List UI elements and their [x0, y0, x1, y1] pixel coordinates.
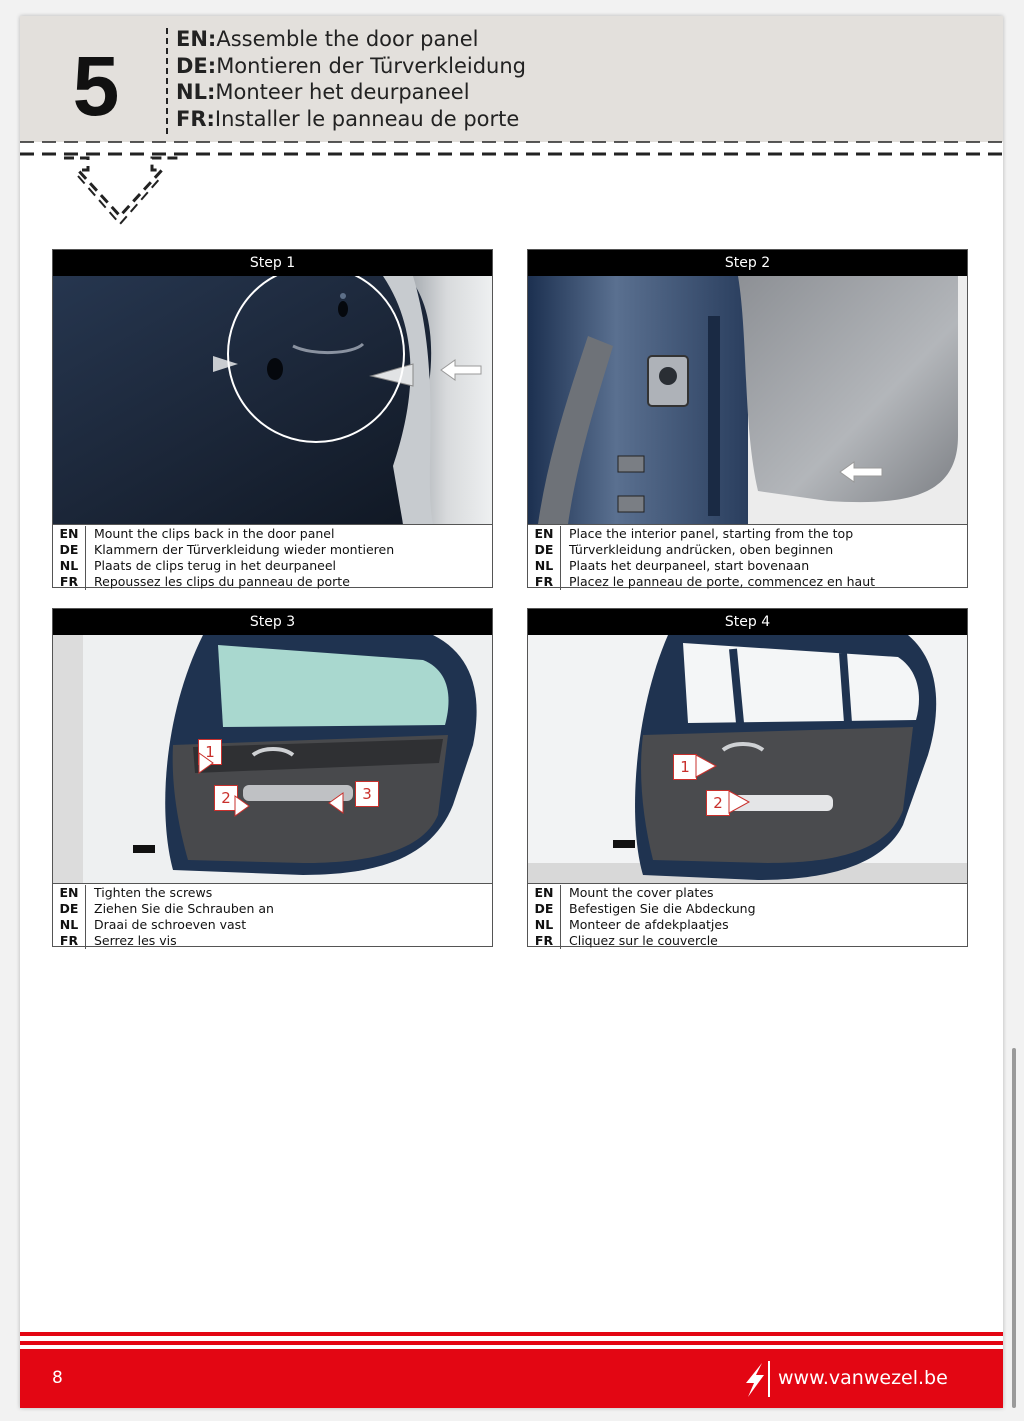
lang-code: FR [528, 933, 561, 949]
instruction-row [53, 526, 492, 542]
lang-code: DE [528, 542, 561, 558]
lang-code: NL [53, 558, 86, 574]
title-lang-code: DE: [176, 53, 217, 78]
instruction-text: Mount the cover plates [569, 885, 714, 900]
instruction-text: Cliquez sur le couvercle [569, 933, 718, 948]
instruction-row [53, 574, 492, 590]
website-link[interactable]: www.vanwezel.be [778, 1367, 948, 1389]
title-nl [176, 79, 526, 106]
instruction-row [53, 901, 492, 917]
title-text: Assemble the door panel [216, 27, 479, 51]
title-lang-code: NL: [176, 80, 216, 104]
instruction-text: Place the interior panel, starting from the top [569, 526, 854, 541]
instruction-row [53, 885, 492, 901]
title-lang-code: EN: [176, 27, 217, 51]
instruction-text: Repoussez les clips du panneau de porte [94, 574, 350, 589]
callout-3: 3 [355, 781, 379, 807]
instruction-text: Befestigen Sie die Abdeckung [569, 901, 756, 916]
footer-separator [768, 1361, 770, 1397]
lang-code: EN [53, 885, 86, 901]
step-2-photo [528, 276, 967, 524]
instruction-text: Placez le panneau de porte, commencez en haut [569, 574, 876, 589]
instruction-row [53, 542, 492, 558]
callout-2: 2 [706, 790, 730, 816]
instruction-row [528, 542, 967, 558]
step-label: Step 3 [53, 609, 492, 635]
lang-code: DE [53, 901, 86, 917]
instruction-row [528, 526, 967, 542]
step-label: Step 1 [53, 250, 492, 276]
step-panel-3 [52, 608, 493, 947]
title-text: Monteer het deurpaneel [215, 80, 470, 104]
instruction-row [53, 933, 492, 949]
scrollbar-thumb[interactable] [1012, 1048, 1016, 1408]
instruction-row [528, 901, 967, 917]
instruction-text: Mount the clips back in the door panel [94, 526, 335, 541]
instruction-text: Plaats de clips terug in het deurpaneel [94, 558, 337, 573]
title-separator [166, 28, 168, 134]
instruction-row [528, 574, 967, 590]
instruction-row [528, 558, 967, 574]
instruction-text: Ziehen Sie die Schrauben an [94, 901, 274, 916]
instruction-row [528, 933, 967, 949]
lang-code: EN [528, 885, 561, 901]
step-header [20, 16, 1003, 142]
vanwezel-logo-icon [742, 1363, 766, 1397]
step-instructions [528, 883, 967, 948]
instruction-text: Türverkleidung andrücken, oben beginnen [569, 542, 834, 557]
callout-pointers [53, 635, 492, 883]
callout-1: 1 [198, 739, 222, 765]
step-instructions [53, 883, 492, 948]
instruction-text: Plaats het deurpaneel, start bovenaan [569, 558, 810, 573]
instruction-text: Tighten the screws [94, 885, 213, 900]
title-fr [176, 106, 526, 133]
title-en [176, 26, 526, 53]
header-dashed-arrow [20, 136, 1003, 246]
title-de [176, 53, 526, 80]
lang-code: EN [53, 526, 86, 542]
step-panel-4 [527, 608, 968, 947]
step-1-photo [53, 276, 492, 524]
lang-code: FR [528, 574, 561, 590]
title-lang-code: FR: [176, 106, 215, 131]
footer-rules [20, 1332, 1003, 1350]
lang-code: NL [53, 917, 86, 933]
instruction-row [53, 558, 492, 574]
instruction-text: Draai de schroeven vast [94, 917, 247, 932]
footer-bar [20, 1349, 1003, 1408]
lang-code: FR [53, 574, 86, 590]
instruction-row [53, 917, 492, 933]
manual-page [20, 16, 1003, 1408]
step-titles [176, 26, 526, 132]
lang-code: DE [528, 901, 561, 917]
instruction-row [528, 885, 967, 901]
callout-2: 2 [214, 785, 238, 811]
instruction-text: Monteer de afdekplaatjes [569, 917, 729, 932]
step-label: Step 2 [528, 250, 967, 276]
step-panel-2 [527, 249, 968, 588]
title-text: Montieren der Türverkleidung [216, 53, 526, 78]
title-text: Installer le panneau de porte [214, 106, 520, 131]
lang-code: EN [528, 526, 561, 542]
lang-code: FR [53, 933, 86, 949]
page-number: 8 [52, 1368, 63, 1388]
instruction-row [528, 917, 967, 933]
step-label: Step 4 [528, 609, 967, 635]
lang-code: NL [528, 558, 561, 574]
lang-code: NL [528, 917, 561, 933]
instruction-text: Serrez les vis [94, 933, 177, 948]
step-number: 5 [72, 39, 120, 133]
lang-code: DE [53, 542, 86, 558]
callout-pointers [528, 635, 967, 883]
callout-1: 1 [673, 754, 697, 780]
step-panel-1 [52, 249, 493, 588]
step-instructions [53, 524, 492, 589]
step-instructions [528, 524, 967, 589]
instruction-text: Klammern der Türverkleidung wieder montieren [94, 542, 395, 557]
